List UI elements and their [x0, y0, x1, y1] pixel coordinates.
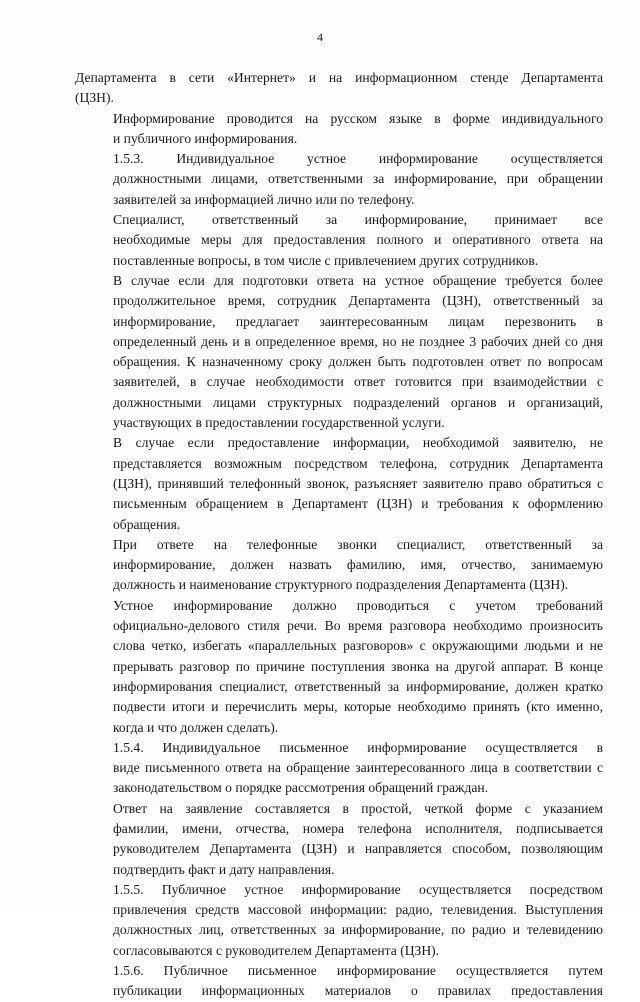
text-line: заявителей, в случае необходимости ответ готовится при взаимодействии с — [113, 374, 603, 390]
text-line: необходимые меры для предоставления полного и оперативного ответа на — [113, 232, 603, 248]
text-line: представляется возможным посредством телефона, сотрудник Департамента — [113, 455, 603, 471]
text-line: подтвердить факт и дату направления. — [113, 861, 335, 877]
text-line: должностных лиц, ответственных за информирование, по радио и телевидению — [113, 922, 603, 938]
text-line: подвести итоги и перечислить меры, которые необходимо принять (кто именно, — [113, 699, 603, 715]
text-line: письменным обращением в Департамент (ЦЗН) и требования к оформлению — [113, 496, 603, 512]
text-line: (ЦЗН), принявший телефонный звонок, разъясняет заявителю право обратиться с — [113, 475, 603, 491]
paragraph — [75, 433, 603, 534]
text-line: руководителем Департамента (ЦЗН) и направляется способом, позволяющим — [113, 841, 603, 857]
document-body — [75, 68, 603, 1002]
text-line: согласовываются с руководителем Департамента (ЦЗН). — [113, 942, 440, 958]
text-line: должностными лицами структурных подразделений органов и организаций, — [113, 394, 603, 410]
text-line: (ЦЗН). — [75, 90, 114, 106]
text-line: В случае если для подготовки ответа на устное обращение требуется более — [113, 272, 603, 288]
text-line: должностными лицами, ответственными за информирование, при обращении — [113, 171, 603, 187]
text-line: Специалист, ответственный за информирование, принимает все — [113, 212, 603, 228]
text-line: прерывать разговор по причине поступления звонка на другой аппарат. В конце — [113, 658, 603, 674]
page-number: 4 — [317, 30, 323, 44]
text-line: обращения. К назначенному сроку должен быть подготовлен ответ по вопросам — [113, 354, 603, 370]
text-line: продолжительное время, сотрудник Департамента (ЦЗН), ответственный за — [113, 293, 603, 309]
text-line: 1.5.4. Индивидуальное письменное информирование осуществляется в — [113, 739, 603, 755]
text-line: заявителей за информацией лично или по телефону. — [113, 191, 415, 207]
text-line: фамилии, имени, отчества, номера телефона исполнителя, подписывается — [113, 820, 603, 836]
paragraph — [75, 596, 603, 738]
text-line: участвующих в предоставлении государственной услуги. — [113, 415, 445, 431]
paragraph — [75, 271, 603, 433]
text-line: привлечения средств массовой информации: радио, телевидения. Выступления — [113, 902, 603, 918]
text-line: слова четко, избегать «параллельных разговоров» с окружающими людьми и не — [113, 638, 603, 654]
text-line: Устное информирование должно проводиться с учетом требований — [113, 597, 603, 613]
text-line: поставленные вопросы, в том числе с привлечением других сотрудников. — [113, 252, 539, 268]
text-line: В случае если предоставление информации, необходимой заявителю, не — [113, 435, 603, 451]
text-line: публикации информационных материалов о правилах предоставления — [113, 983, 603, 999]
text-line: обращения. — [113, 516, 181, 532]
paragraph — [75, 880, 603, 961]
text-line: определенный день и в определенное время, но не позднее 3 рабочих дней со дня — [113, 333, 603, 349]
text-line: 1.5.3. Индивидуальное устное информирование осуществляется — [113, 151, 603, 167]
paragraph — [75, 738, 603, 799]
paragraph — [75, 799, 603, 880]
text-line: При ответе на телефонные звонки специалист, ответственный за — [113, 536, 603, 552]
text-line: и публичного информирования. — [113, 130, 298, 146]
text-line: официально-делового стиля речи. Во время разговора необходимо произносить — [113, 618, 603, 634]
text-line: 1.5.6. Публичное письменное информирование осуществляется путем — [113, 963, 603, 979]
text-line: законодательством о порядке рассмотрения обращений граждан. — [113, 780, 489, 796]
paragraph — [75, 68, 603, 109]
text-line: информирования специалист, ответственный за информирование, должен кратко — [113, 678, 603, 694]
paragraph — [75, 535, 603, 596]
paragraph — [75, 210, 603, 271]
paragraph — [75, 149, 603, 210]
text-line: когда и что должен сделать). — [113, 719, 279, 735]
text-line: 1.5.5. Публичное устное информирование осуществляется посредством — [113, 881, 603, 897]
text-line: Информирование проводится на русском языке в форме индивидуального — [113, 110, 603, 126]
text-line: должность и наименование структурного подразделения Департамента (ЦЗН). — [113, 577, 569, 593]
text-line: информирование, предлагает заинтересованным лицам перезвонить в — [113, 313, 603, 329]
text-line: Ответ на заявление составляется в простой, четкой форме с указанием — [113, 800, 603, 816]
paragraph — [75, 961, 603, 1002]
text-line: Департамента в сети «Интернет» и на информационном стенде Департамента — [75, 70, 603, 85]
text-line: виде письменного ответа на обращение заинтересованного лица в соответствии с — [113, 760, 603, 776]
text-line: информирование, должен назвать фамилию, имя, отчество, занимаемую — [113, 557, 603, 573]
paragraph — [75, 109, 603, 150]
